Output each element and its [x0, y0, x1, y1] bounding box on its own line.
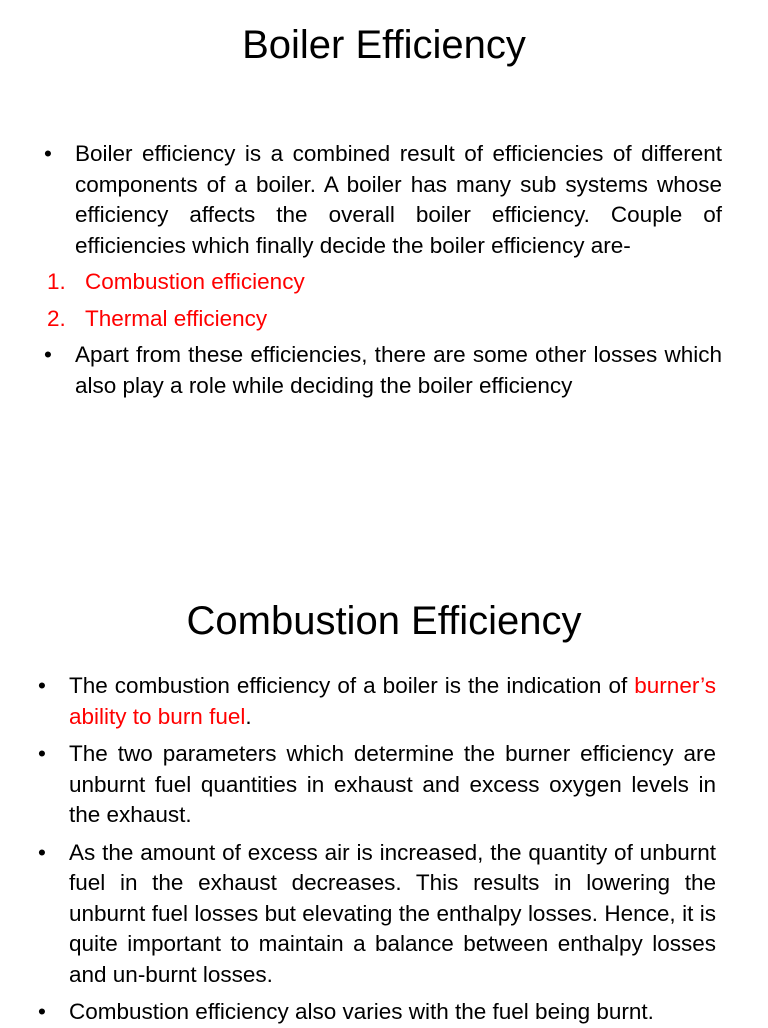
numbered-text: Combustion efficiency	[85, 269, 305, 294]
bullet-text: Boiler efficiency is a combined result of efficiencies of different components of a boiler. A boiler has many sub systems whose efficiency affects the overall boiler efficiency. Couple of efficiencies which finally decide the boiler efficiency are-	[75, 141, 722, 258]
bullet-text: The two parameters which determine the burner efficiency are unburnt fuel quantities in exhaust and excess oxygen levels in the exhaust.	[69, 741, 716, 827]
bullet-list	[44, 139, 722, 401]
bullet-item	[38, 838, 716, 991]
numbered-item	[44, 304, 722, 335]
numbered-item	[44, 267, 722, 298]
numbered-text: Thermal efficiency	[85, 305, 268, 331]
bullet-item	[38, 997, 716, 1028]
bullet-marker: •	[44, 342, 52, 367]
bullet-marker: •	[38, 673, 46, 698]
slide-combustion-efficiency	[0, 575, 768, 1024]
bullet-text-suffix: .	[245, 703, 252, 729]
slide-boiler-efficiency	[0, 0, 768, 500]
bullet-text-prefix: The combustion efficiency of a boiler is the indication of	[69, 673, 635, 698]
bullet-item	[44, 340, 722, 401]
highlighted-phrase: burner’s ability to burn fuel	[69, 673, 716, 729]
bullet-text: Combustion efficiency also varies with the fuel being burnt.	[69, 999, 654, 1024]
bullet-text: As the amount of excess air is increased, the quantity of unburnt fuel in the exhaust decreases. This results in lowering the unburnt fuel losses but elevating the enthalpy losses. Hence, it is quite important to maintain a balance between enthalpy losses and un-burnt losses.	[69, 839, 716, 987]
bullet-item	[38, 739, 716, 831]
bullet-marker: •	[38, 999, 46, 1024]
bullet-marker: •	[38, 741, 46, 766]
bullet-item	[44, 139, 722, 261]
slide-title: Boiler Efficiency	[242, 23, 526, 67]
slide-title: Combustion Efficiency	[186, 599, 582, 643]
bullet-text: Apart from these efficiencies, there are some other losses which also play a role while deciding the boiler efficiency	[75, 342, 722, 398]
bullet-item	[38, 671, 716, 732]
bullet-list	[38, 671, 716, 1028]
number-marker: 1.	[47, 269, 66, 294]
bullet-text	[69, 673, 716, 729]
bullet-marker: •	[44, 141, 52, 166]
number-marker: 2.	[47, 305, 66, 331]
bullet-marker: •	[38, 839, 46, 865]
